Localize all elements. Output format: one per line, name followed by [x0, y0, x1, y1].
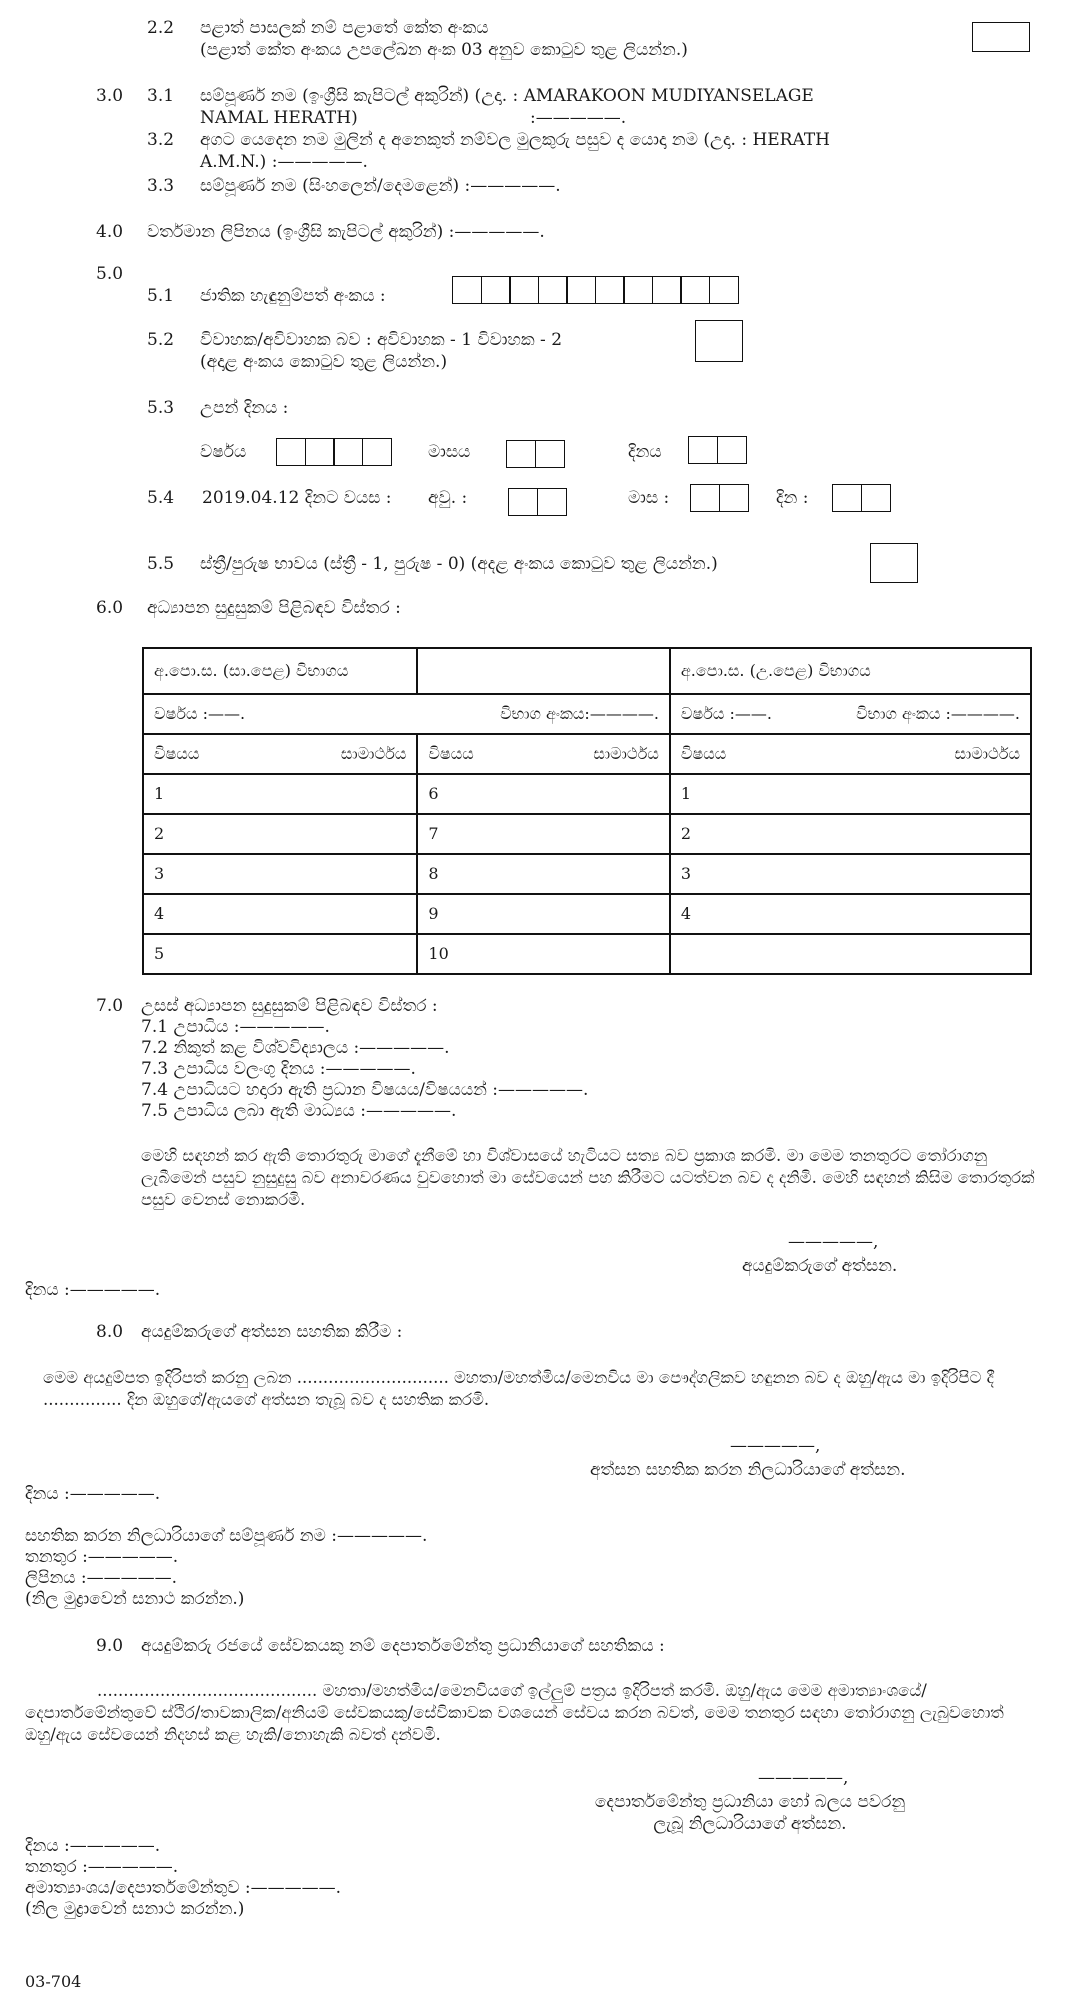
nic-label: ජාතික හැඳුනුම්පත් අංකය :	[200, 286, 386, 306]
item-2-2-label: පළාත් පාසලක් නම් පළාතේ කේත අංකය	[200, 18, 489, 38]
age-label: 2019.04.12 දිනට වයස :	[202, 488, 392, 508]
age-years-label: අවු. :	[428, 488, 468, 508]
head-seal-note: (නිල මුද්‍රාවෙන් සනාථ කරන්න.)	[25, 1899, 245, 1919]
item-5-5-number: 5.5	[147, 554, 175, 574]
education-table	[142, 647, 1032, 975]
dob-month-boxes[interactable]	[506, 440, 565, 468]
section-7-title: උසස් අධ්‍යාපන සුදුසුකම් පිළිබඳව විස්තර :	[141, 996, 438, 1016]
ol-year-index-cell[interactable]	[143, 694, 670, 734]
form-code: 03-704	[25, 1972, 82, 1991]
ol-subject-cell[interactable]: 4	[143, 894, 417, 934]
head-post-field[interactable]: තනතුර :—————.	[25, 1857, 179, 1877]
section-6-number: 6.0	[96, 598, 124, 618]
degree-valid-date-field[interactable]: 7.3 උපාධිය වලංගු දිනය :—————.	[141, 1059, 416, 1079]
section-6-title: අධ්‍යාපන සුදුසුකම් පිළිබඳව විස්තර :	[147, 598, 401, 618]
al-exam-header: අ.පො.ස. (උ.පෙළ) විභාගය	[670, 648, 1031, 694]
table-row	[143, 774, 1031, 814]
grade-header: සාමාර්ථය	[340, 743, 407, 763]
age-days-label: දින :	[776, 488, 809, 508]
al-subject-cell[interactable]: 1	[670, 774, 1031, 814]
item-5-1-number: 5.1	[147, 286, 175, 306]
ol-subject-grade-header-2	[417, 734, 670, 774]
item-5-4-number: 5.4	[147, 488, 175, 508]
subject-header: විෂයය	[680, 743, 727, 763]
gender-label: ස්ත්‍රී/පුරුෂ භාවය (ස්ත්‍රී - 1, පුරුෂ - 0) (අදළ අංකය කොටුව තුළ ලියන්න.)	[200, 554, 718, 574]
al-subject-cell[interactable]: 4	[670, 894, 1031, 934]
subject-header: විෂයය	[428, 743, 474, 763]
section-8-title: අයදුම්කරුගේ අත්සන සහතික කිරීම :	[141, 1322, 403, 1342]
table-row	[143, 894, 1031, 934]
al-year-index-cell[interactable]	[670, 694, 1031, 734]
civil-status-note: (අදාළ අංකය කොටුව තුළ ලියන්න.)	[200, 352, 448, 372]
ol-index-blank[interactable]: විභාග අංකය:————.	[500, 703, 659, 723]
item-5-3-number: 5.3	[147, 398, 175, 418]
certifier-signature-label: අත්සන සහතික කරන නිලධාරියාගේ අත්සන.	[590, 1460, 906, 1480]
degree-medium-field[interactable]: 7.5 උපාධිය ලබා ඇති මාධ්‍යය :—————.	[141, 1101, 457, 1121]
table-row	[143, 694, 1031, 734]
certifier-address-field[interactable]: ලිපිනය :—————.	[25, 1568, 178, 1588]
dob-year-label: වර්ෂය	[200, 442, 247, 462]
civil-status-label: විවාහක/අවිවාහක බව : අවිවාහක - 1 විවාහක - 2	[200, 330, 563, 350]
item-3-2-label: අගට යෙදෙන නම මුලින් ද අනෙකුත් නම්වල මුලකුරු පසුව ද යොදා නම (උදා. : HERATH	[200, 130, 830, 150]
subject-header: විෂයය	[154, 743, 200, 763]
ol-subject-cell[interactable]: 7	[417, 814, 670, 854]
section-9-title: අයදුම්කරු රජයේ සේවකයකු නම් දෙපාර්තමේන්තු ප්‍රධානියාගේ සහතිකය :	[141, 1636, 665, 1656]
item-2-2-number: 2.2	[147, 18, 175, 38]
age-months-boxes[interactable]	[690, 484, 749, 512]
degree-field[interactable]: 7.1 උපාධිය :—————.	[141, 1017, 330, 1037]
ol-subject-grade-header-1	[143, 734, 417, 774]
al-subject-cell[interactable]: 2	[670, 814, 1031, 854]
al-index-blank[interactable]: විභාග අංකය :————.	[856, 703, 1020, 723]
name-with-initials-blank[interactable]: A.M.N.) :—————.	[200, 152, 368, 172]
al-subject-cell[interactable]: 3	[670, 854, 1031, 894]
certifier-date-field[interactable]: දිනය :—————.	[25, 1484, 161, 1504]
ministry-field[interactable]: අමාත්‍යාංශය/දෙපාර්තමේන්තුව :—————.	[25, 1878, 342, 1898]
table-row	[143, 854, 1031, 894]
ol-subject-cell[interactable]: 10	[417, 934, 670, 974]
table-row	[143, 734, 1031, 774]
ol-subject-cell[interactable]: 1	[143, 774, 417, 814]
applicant-date-field[interactable]: දිනය :—————.	[25, 1280, 161, 1300]
item-3-1-label: සම්පූර්ණ නම (ඉංග්‍රීසි කැපිටල් අකුරින්) (උදා. : AMARAKOON MUDIYANSELAGE	[200, 86, 814, 106]
head-signature-label-1: දෙපාර්තමේන්තු ප්‍රධානියා හෝ බලය පවරනු	[594, 1792, 906, 1812]
table-row	[143, 814, 1031, 854]
certifier-post-field[interactable]: තනතුර :—————.	[25, 1547, 179, 1567]
dob-year-boxes[interactable]	[276, 438, 392, 466]
nic-number-boxes[interactable]	[452, 276, 739, 304]
declaration-paragraph: මෙහි සඳහන් කර ඇති තොරතුරු මාගේ දැනීමේ හා විශ්වාසයේ හැටියට සත්‍ය බව ප්‍රකාශ කරමි. මා මෙම තනතුරට තෝරාගනු ලැබීමෙන් පසුව නුසුදුසු බව අනාවරණය වුවහොත් මා සේවයෙන් පහ කිරීමට යටත්වන බව ද දනිමි. මෙහි සඳහන් කිසිම තොරතුරක් පසුව වෙනස් නොකරමි.	[141, 1146, 1035, 1209]
ol-subject-cell[interactable]: 6	[417, 774, 670, 814]
certification-paragraph: මෙම අයදුම්පත ඉදිරිපත් කරනු ලබන ............................. මහතා/මහත්මිය/මෙනවිය මා පෞද්ගලිකව හඳුනන බව ද ඔහු/ඇය මා ඉදිරිපිට දී ............... දින ඔහුගේ/ඇයගේ අත්සන තැබූ බව ද සහතික කරමි.	[43, 1368, 994, 1409]
ol-subject-cell[interactable]: 9	[417, 894, 670, 934]
section-8-number: 8.0	[96, 1322, 124, 1342]
table-row	[143, 934, 1031, 974]
item-5-2-number: 5.2	[147, 330, 175, 350]
ol-header-blank-cell	[417, 648, 670, 694]
item-3-1-example: NAMAL HERATH)	[200, 108, 358, 128]
grade-header: සාමාර්ථය	[593, 743, 659, 763]
head-signature-line[interactable]: —————,	[758, 1768, 849, 1788]
section-4-number: 4.0	[96, 222, 124, 242]
head-of-department-paragraph: .......................................... මහතා/මහත්මිය/මෙනවියගේ ඉල්ලුම් පත්‍රය ඉදිරිපත් කරමි. ඔහු/ඇය මෙම අමාත්‍යාංශයේ/දෙපාර්තමේන්තුවේ ස්ථිර/තාවකාලික/අනියම් සේවකයකු/සේවිකාවක වශයෙන් සේවය කරන බවත්, මෙම තනතුර සඳහා තෝරාගනු ලැබුවහොත් ඔහු/ඇය සේවයෙන් නිදහස් කළ හැකි/නොහැකි බවත් දන්වමි.	[25, 1681, 1004, 1744]
fullname-sinhala-field[interactable]: සම්පූර්ණ නම (සිංහලෙන්/දෙමළෙන්) :—————.	[200, 176, 561, 196]
section-5-number: 5.0	[96, 264, 124, 284]
ol-subject-cell[interactable]: 2	[143, 814, 417, 854]
gender-box[interactable]	[870, 543, 918, 583]
ol-subject-cell[interactable]: 5	[143, 934, 417, 974]
item-3-3-number: 3.3	[147, 176, 175, 196]
age-days-boxes[interactable]	[832, 484, 891, 512]
certifier-fullname-field[interactable]: සහතික කරන නිලධාරියාගේ සම්පූර්ණ නම :—————.	[25, 1526, 428, 1546]
table-row	[143, 648, 1031, 694]
fullname-english-blank[interactable]: :—————.	[530, 108, 627, 128]
item-3-2-number: 3.2	[147, 130, 175, 150]
head-date-field[interactable]: දිනය :—————.	[25, 1836, 161, 1856]
ol-subject-cell[interactable]: 8	[417, 854, 670, 894]
certifier-signature-line[interactable]: —————,	[730, 1436, 821, 1456]
ol-exam-header: අ.පො.ස. (සා.පෙළ) විභාගය	[143, 648, 417, 694]
item-2-2-note: (පළාත් කේත අංකය උපලේඛන අංක 03 අනුව කොටුව තුළ ලියන්න.)	[200, 40, 688, 60]
head-signature-label-2: ලැබූ නිලධාරියාගේ අත්සන.	[653, 1814, 847, 1834]
degree-subjects-field[interactable]: 7.4 උපාධියට හදාරා ඇති ප්‍රධාන විෂයය/විෂයයන් :—————.	[141, 1080, 589, 1100]
dob-label: උපන් දිනය :	[200, 398, 289, 418]
applicant-signature-label: අයදුම්කරුගේ අත්සන.	[742, 1256, 898, 1276]
ol-year-blank[interactable]: වර්ෂය :——.	[154, 703, 246, 723]
grade-header: සාමාර්ථය	[954, 743, 1020, 763]
age-months-label: මාස :	[628, 488, 670, 508]
ol-subject-cell[interactable]: 3	[143, 854, 417, 894]
civil-status-box[interactable]	[695, 320, 743, 362]
age-years-boxes[interactable]	[508, 488, 567, 516]
certifier-seal-note: (නිල මුද්‍රාවෙන් සනාථ කරන්න.)	[25, 1589, 245, 1609]
address-field[interactable]: වර්තමාන ලිපිනය (ඉංග්‍රීසි කැපිටල් අකුරින්) :—————.	[147, 222, 545, 242]
dob-day-label: දිනය	[628, 442, 662, 462]
al-year-blank[interactable]: වර්ෂය :——.	[680, 703, 772, 723]
item-3-1-number: 3.1	[147, 86, 175, 106]
dob-day-boxes[interactable]	[688, 436, 747, 464]
section-9-number: 9.0	[96, 1636, 124, 1656]
section-7-number: 7.0	[96, 996, 124, 1016]
university-field[interactable]: 7.2 නිකුත් කළ විශ්වවිද්‍යාලය :—————.	[141, 1038, 450, 1058]
section-3-number: 3.0	[96, 86, 124, 106]
applicant-signature-line[interactable]: —————,	[788, 1232, 879, 1252]
dob-month-label: මාසය	[428, 442, 471, 462]
al-subject-cell[interactable]	[670, 934, 1031, 974]
province-code-box[interactable]	[972, 22, 1030, 52]
al-subject-grade-header	[670, 734, 1031, 774]
